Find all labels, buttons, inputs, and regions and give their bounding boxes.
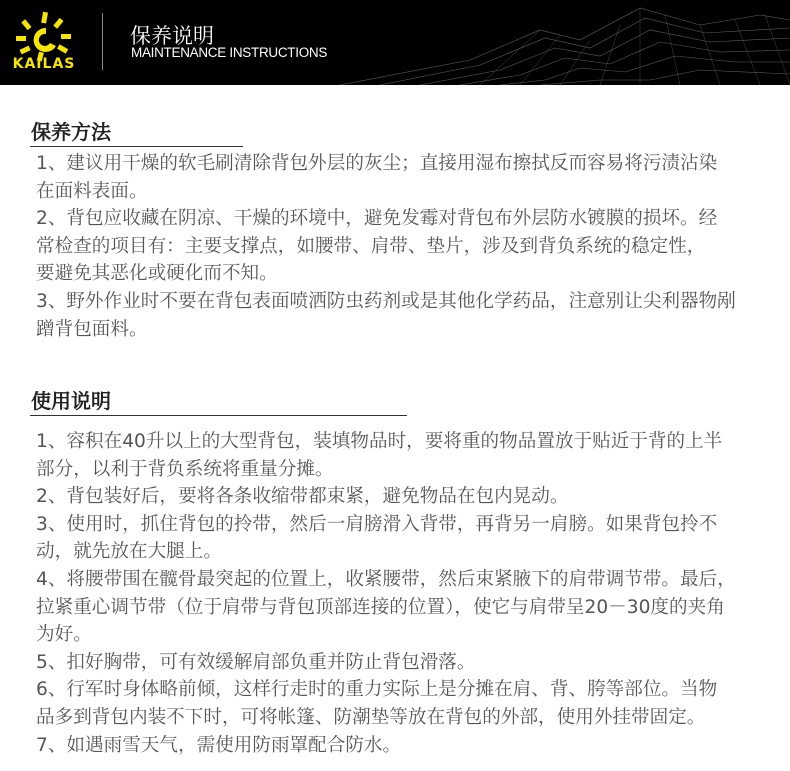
text-line: 品多到背包内装不下时，可将帐篷、防潮垫等放在背包的外部，使用外挂带固定。 xyxy=(36,706,706,728)
usage-heading-underline xyxy=(30,415,407,416)
text-line: 1、容积在40升以上的大型背包，装填物品时，要将重的物品置放于贴近于背的上半 xyxy=(36,431,723,452)
mountain-wireframe-graphic xyxy=(0,0,790,85)
text-line: 4、将腰带围在髋骨最突起的位置上，收紧腰带，然后束紧腋下的肩带调节带。最后， xyxy=(36,568,736,590)
text-line: 拉紧重心调节带（位于肩带与背包顶部连接的位置），使它与肩带呈20－30度的夹角 xyxy=(36,596,725,618)
text-line: 7、如遇雨雪天气，需使用防雨罩配合防水。 xyxy=(36,734,402,756)
page-title: 保养说明 xyxy=(130,24,214,48)
text-line: 3、使用时，抓住背包的拎带，然后一肩膀滑入背带，再背另一肩膀。如果背包拎不 xyxy=(36,513,718,535)
usage-heading: 使用说明 xyxy=(31,389,111,413)
text-line: 1、建议用干燥的软毛刷清除背包外层的灰尘；直接用湿布擦拭反而容易将污渍沾染 xyxy=(36,153,718,174)
text-line: 在面料表面。 xyxy=(36,180,148,202)
text-line: 常检查的项目有：主要支撑点，如腰带、肩带、垫片，涉及到背负系统的稳定性， xyxy=(36,235,706,257)
text-line: 蹭背包面料。 xyxy=(36,318,148,340)
text-line: 5、扣好胸带，可有效缓解肩部负重并防止背包滑落。 xyxy=(36,651,476,673)
text-line: 2、背包应收藏在阴凉、干燥的环境中，避免发霉对背包布外层防水镀膜的损坏。经 xyxy=(36,208,718,230)
brand-name: KAILAS xyxy=(12,56,76,72)
header-banner xyxy=(0,0,790,85)
usage-text xyxy=(36,428,736,759)
maintenance-heading: 保养方法 xyxy=(31,120,111,144)
text-line: 3、野外作业时不要在背包表面喷洒防虫药剂或是其他化学药品，注意别让尖利器物剐 xyxy=(36,290,736,312)
text-line: 部分，以利于背负系统将重量分摊。 xyxy=(36,458,334,480)
text-line: 为好。 xyxy=(36,624,92,646)
text-line: 动，就先放在大腿上。 xyxy=(36,541,222,563)
page-subtitle: MAINTENANCE INSTRUCTIONS xyxy=(131,45,328,60)
text-line: 2、背包装好后，要将各条收缩带都束紧，避免物品在包内晃动。 xyxy=(36,486,569,508)
maintenance-heading-underline xyxy=(30,146,243,147)
maintenance-text xyxy=(36,150,736,343)
text-line: 要避免其恶化或硬化而不知。 xyxy=(36,263,278,285)
header-divider xyxy=(102,13,103,70)
text-line: 6、行军时身体略前倾，这样行走时的重力实际上是分摊在肩、背、胯等部位。当物 xyxy=(36,679,718,701)
